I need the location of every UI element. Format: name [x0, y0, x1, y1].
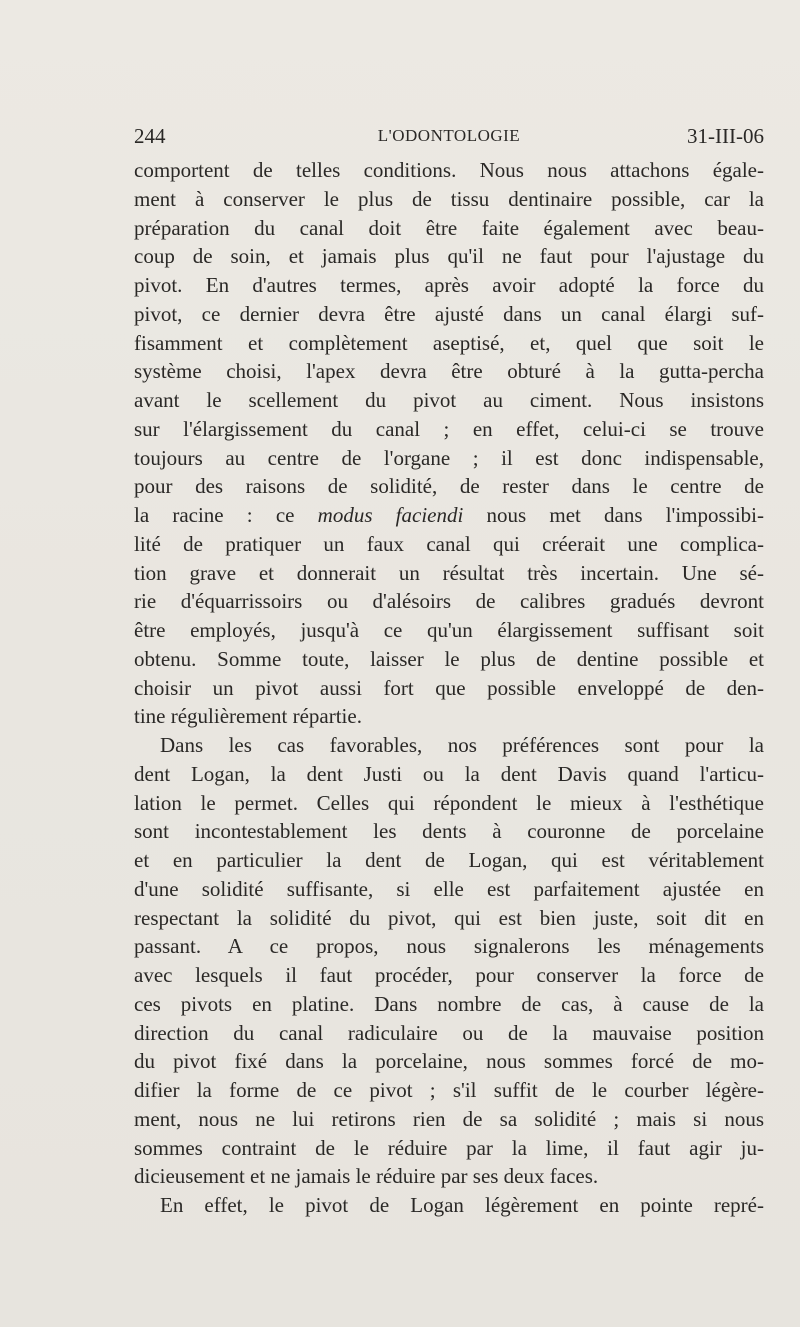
- text-line: ces pivots en platine. Dans nombre de cas, à cause de la: [134, 991, 764, 1016]
- paragraph-end-line: dicieusement et ne jamais le réduire par ses deux faces.: [134, 1164, 599, 1189]
- paragraph-start-line: Dans les cas favorables, nos préférences sont pour la: [160, 733, 764, 757]
- text-line: et en particulier la dent de Logan, qui est véritablement: [134, 848, 764, 872]
- running-header: [134, 124, 764, 154]
- journal-title: L'ODONTOLOGIE: [377, 126, 521, 145]
- text-line: pivot. En d'autres termes, après avoir adopté la force du: [134, 273, 764, 297]
- body-text: [134, 156, 764, 1220]
- text-line: pivot, ce dernier devra être ajusté dans un canal élargi suf-: [134, 301, 764, 326]
- text-segment: la racine : ce: [134, 503, 318, 527]
- text-line: pour des raisons de solidité, de rester dans le centre de: [134, 474, 764, 499]
- paragraph-end-line: tine régulièrement répartie.: [134, 704, 362, 729]
- text-line: ment à conserver le plus de tissu dentinaire possible, car la: [134, 186, 764, 211]
- text-line: sur l'élargissement du canal ; en effet, celui-ci se trouve: [134, 416, 764, 441]
- text-line: avant le scellement du pivot au ciment. Nous insistons: [134, 388, 764, 412]
- text-line: rie d'équarrissoirs ou d'alésoirs de calibres gradués devront: [134, 589, 764, 614]
- text-line: dent Logan, la dent Justi ou la dent Davis quand l'articu-: [134, 761, 764, 786]
- text-line: lité de pratiquer un faux canal qui créerait une complica-: [134, 531, 764, 556]
- text-line: choisir un pivot aussi fort que possible enveloppé de den-: [134, 675, 764, 700]
- text-line-with-italic: [134, 501, 764, 530]
- text-line: tion grave et donnerait un résultat très incertain. Une sé-: [134, 560, 764, 585]
- text-line: direction du canal radiculaire ou de la mauvaise position: [134, 1020, 764, 1045]
- text-line: d'une solidité suffisante, si elle est parfaitement ajustée en: [134, 876, 764, 901]
- text-line: être employés, jusqu'à ce qu'un élargissement suffisant soit: [134, 618, 764, 642]
- text-line: obtenu. Somme toute, laisser le plus de dentine possible et: [134, 646, 764, 671]
- text-line: sont incontestablement les dents à couronne de porcelaine: [134, 819, 764, 844]
- page-number: 244: [134, 124, 166, 148]
- italic-phrase: modus faciendi: [317, 503, 464, 527]
- text-line: comportent de telles conditions. Nous nous attachons égale-: [134, 158, 764, 182]
- text-line: passant. A ce propos, nous signalerons les ménagements: [134, 934, 764, 959]
- text-line: du pivot fixé dans la porcelaine, nous sommes forcé de mo-: [134, 1049, 764, 1074]
- text-line: fisamment et complètement aseptisé, et, quel que soit le: [134, 330, 764, 355]
- issue-date: 31-III-06: [687, 124, 764, 148]
- text-line: coup de soin, et jamais plus qu'il ne faut pour l'ajustage du: [134, 244, 764, 269]
- paragraph-start-line: En effet, le pivot de Logan légèrement en pointe repré-: [160, 1193, 764, 1217]
- text-line: lation le permet. Celles qui répondent le mieux à l'esthétique: [134, 790, 764, 815]
- text-line: ment, nous ne lui retirons rien de sa solidité ; mais si nous: [134, 1106, 764, 1131]
- text-line: respectant la solidité du pivot, qui est bien juste, soit dit en: [134, 905, 764, 930]
- text-line: avec lesquels il faut procéder, pour conserver la force de: [134, 963, 764, 987]
- text-line: toujours au centre de l'organe ; il est donc indispensable,: [134, 445, 764, 470]
- text-line: système choisi, l'apex devra être obturé à la gutta-percha: [134, 359, 764, 384]
- text-line: préparation du canal doit être faite également avec beau-: [134, 215, 764, 240]
- text-line: difier la forme de ce pivot ; s'il suffit de le courber légère-: [134, 1078, 764, 1102]
- text-line: sommes contraint de le réduire par la lime, il faut agir ju-: [134, 1135, 764, 1160]
- text-segment: nous met dans l'impossibi-: [463, 503, 765, 527]
